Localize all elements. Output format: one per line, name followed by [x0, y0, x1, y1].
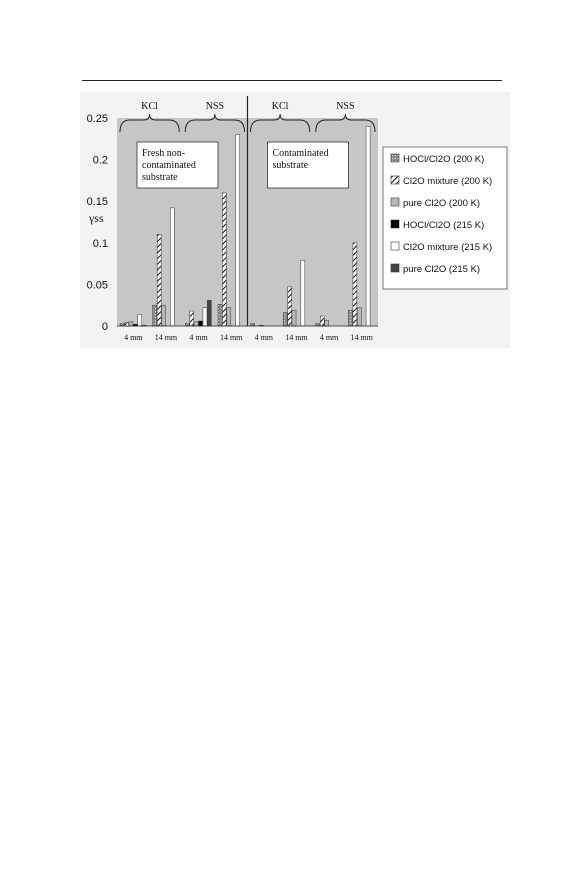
panel-annotation-text: substrate [272, 160, 309, 171]
substrate-label: KCl [271, 101, 289, 112]
legend-entry: pure Cl2O (200 K) [403, 198, 481, 209]
legend-swatch [391, 242, 399, 250]
legend-entry: HOCl/Cl2O (215 K) [403, 220, 485, 231]
y-tick-label: 0.25 [86, 113, 108, 125]
bar [353, 243, 357, 326]
bar [129, 322, 133, 326]
bar [125, 323, 129, 326]
bar [348, 310, 352, 326]
bar [153, 305, 157, 326]
legend-swatch [391, 220, 399, 228]
x-tick-label: 4 mm [254, 333, 274, 342]
bar [357, 308, 361, 326]
bar [366, 126, 370, 326]
legend-swatch [391, 176, 399, 184]
y-tick-label: 0.05 [86, 279, 108, 292]
bar [320, 316, 324, 326]
bar [194, 322, 198, 326]
substrate-label: NSS [205, 101, 225, 112]
bar-chart [80, 92, 510, 348]
y-tick-label: 0 [101, 321, 108, 333]
panel-annotation-text: Fresh non- [142, 148, 186, 159]
legend-swatch [391, 198, 399, 206]
bar [157, 234, 161, 326]
substrate-label: NSS [336, 101, 355, 112]
y-tick-label: 0.1 [92, 237, 108, 250]
bar [162, 305, 166, 326]
bar [218, 304, 222, 326]
legend-entry: HOCl/Cl2O (200 K) [403, 154, 485, 165]
x-tick-label: 4 mm [319, 333, 339, 342]
bar [227, 308, 231, 326]
bar [236, 135, 240, 326]
y-tick-label: 0.15 [86, 196, 108, 209]
bar [190, 311, 194, 326]
x-tick-label: 14 mm [350, 333, 373, 342]
bar [170, 208, 174, 326]
panel-annotation-text: substrate [142, 172, 178, 183]
bar [203, 308, 207, 326]
bar [222, 193, 226, 326]
bar [199, 321, 203, 326]
page-top-rule [82, 80, 502, 81]
x-tick-label: 4 mm [189, 333, 208, 342]
bar [207, 300, 211, 326]
panel-annotation-text: contaminated [142, 160, 196, 171]
legend-swatch [391, 264, 399, 272]
legend-entry: Cl2O mixture (215 K) [403, 242, 493, 253]
bar [292, 310, 296, 326]
bar [301, 260, 305, 326]
y-tick-label: 0.2 [92, 154, 108, 167]
chart-figure [80, 92, 510, 348]
y-axis-label: γss [89, 211, 104, 225]
legend-entry: Cl2O mixture (200 K) [403, 176, 493, 187]
x-tick-label: 14 mm [285, 333, 308, 342]
bar [288, 287, 292, 326]
bar [325, 320, 329, 326]
panel-annotation-text: Contaminated [272, 148, 329, 159]
bar [138, 314, 142, 326]
x-tick-label: 14 mm [219, 333, 243, 342]
x-tick-label: 4 mm [124, 333, 143, 342]
bar [283, 313, 287, 326]
x-tick-label: 14 mm [154, 333, 178, 342]
legend-swatch [391, 154, 399, 162]
legend-entry: pure Cl2O (215 K) [403, 264, 481, 275]
substrate-label: KCl [141, 101, 158, 112]
